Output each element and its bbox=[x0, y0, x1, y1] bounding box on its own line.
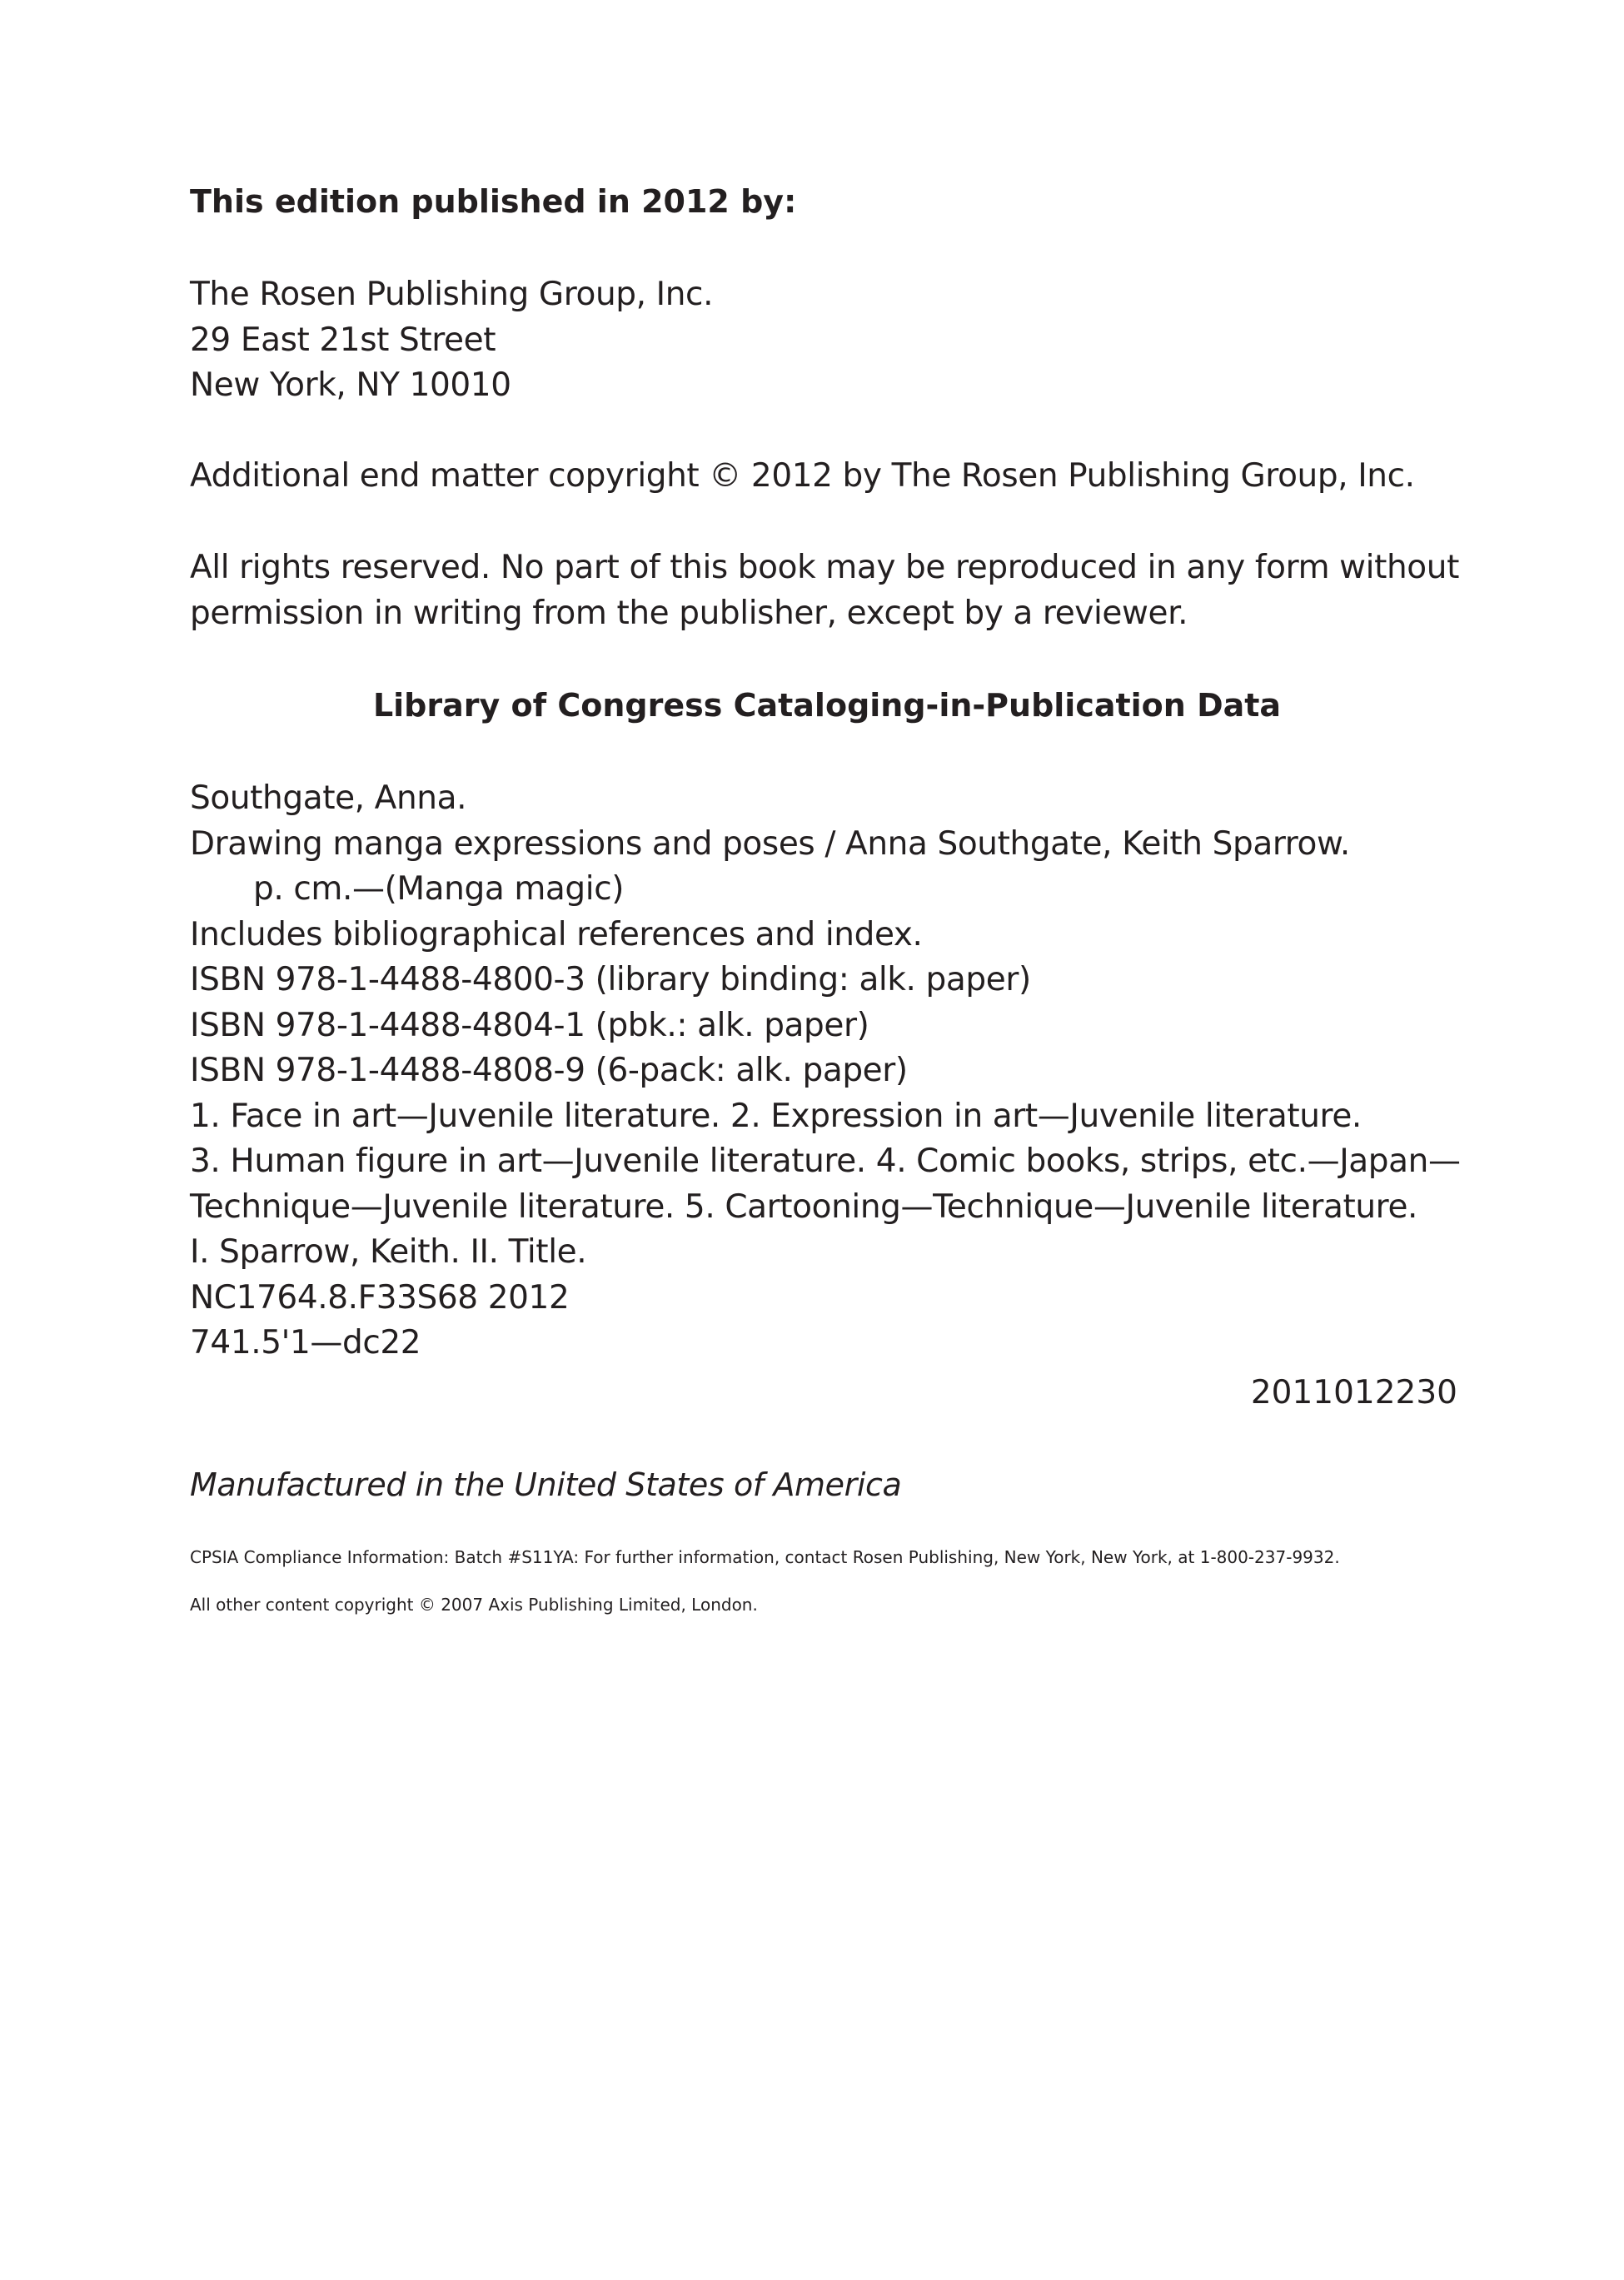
cip-isbn: ISBN 978-1-4488-4808-9 (6-pack: alk. paper) bbox=[190, 1052, 908, 1089]
cip-dewey: 741.5'1—dc22 bbox=[190, 1324, 421, 1362]
cip-isbn: ISBN 978-1-4488-4804-1 (pbk.: alk. paper) bbox=[190, 1006, 869, 1044]
publisher-street: 29 East 21st Street bbox=[190, 321, 496, 359]
end-matter-copyright-text: Additional end matter copyright © 2012 by The Rosen Publishing Group, Inc. bbox=[190, 457, 1415, 495]
end-matter-copyright bbox=[190, 454, 1464, 500]
cip-lc-classification: NC1764.8.F33S68 2012 bbox=[190, 1278, 570, 1317]
cip-title: Library of Congress Cataloging-in-Publication Data bbox=[372, 687, 1282, 724]
publisher-address bbox=[190, 272, 1464, 409]
cip-subject: 3. Human figure in art—Juvenile literature. 4. Comic books, strips, etc.—Japan— bbox=[190, 1142, 1461, 1180]
rights-line: All rights reserved. No part of this book may be reproduced in any form without bbox=[190, 549, 1459, 586]
cip-subject: 1. Face in art—Juvenile literature. 2. Expression in art—Juvenile literature. bbox=[190, 1097, 1362, 1135]
cip-subject: Technique—Juvenile literature. 5. Cartooning—Technique—Juvenile literature. bbox=[190, 1187, 1418, 1226]
cip-series: p. cm.—(Manga magic) bbox=[253, 870, 625, 908]
publisher-name: The Rosen Publishing Group, Inc. bbox=[190, 276, 714, 313]
other-content-copyright: All other content copyright © 2007 Axis Publishing Limited, London. bbox=[190, 1595, 758, 1615]
cip-author: Southgate, Anna. bbox=[190, 779, 467, 817]
publisher-heading: This edition published in 2012 by: bbox=[190, 183, 797, 220]
cip-lccn: 2011012230 bbox=[1250, 1374, 1457, 1411]
cpsia-compliance: CPSIA Compliance Information: Batch #S11YA: For further information, contact Rosen Publishing, New York, New York, at 1-800-237-9932. bbox=[190, 1547, 1340, 1567]
rights-line: permission in writing from the publisher, except by a reviewer. bbox=[190, 594, 1188, 632]
manufactured-statement: Manufactured in the United States of America bbox=[190, 1466, 902, 1503]
cip-book-title: Drawing manga expressions and poses / Anna Southgate, Keith Sparrow. bbox=[190, 824, 1350, 863]
cip-isbn: ISBN 978-1-4488-4800-3 (library binding: alk. paper) bbox=[190, 961, 1031, 998]
rights-statement bbox=[190, 545, 1464, 636]
cip-record bbox=[190, 776, 1464, 1367]
publisher-city: New York, NY 10010 bbox=[190, 366, 511, 404]
cip-notes: Includes bibliographical references and index. bbox=[190, 915, 923, 953]
cip-subject: I. Sparrow, Keith. II. Title. bbox=[190, 1233, 587, 1271]
